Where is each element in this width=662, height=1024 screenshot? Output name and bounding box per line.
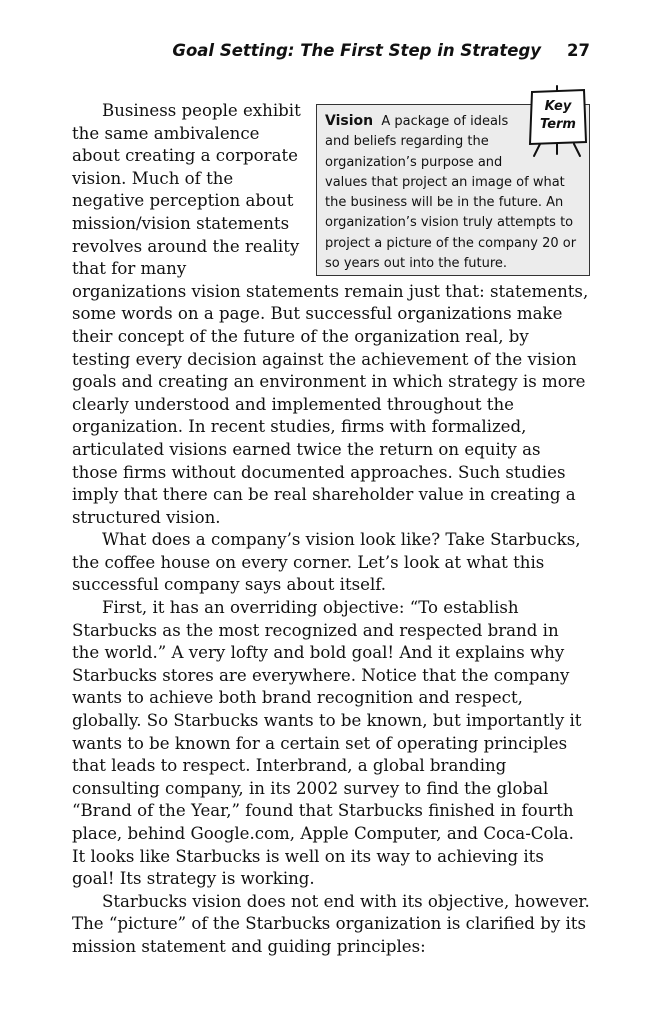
paragraph-4: Starbucks vision does not end with its objective, however. The “picture” of the Starbucks organization is clarified by its mission statement and guiding principles: — [72, 891, 590, 956]
page-body — [72, 100, 590, 959]
key-term-easel-icon — [520, 84, 594, 158]
svg-text:Term: Term — [540, 117, 576, 132]
paragraph-1: Business people exhibit the same ambivalence about creating a corporate vision. Much of the negative perception about mission/vision statements revolves around the reality that for many organizations vision statements remain just that: statements, some words on a page. But successful organizations make their concept of the future of the organization real, by testing every decision against the achievement of the vision goals and creating an environment in which strategy is more clearly understood and implemented throughout the organization. In recent studies, firms with formalized, articulated visions earned twice the return on equity as those firms without documented approaches. Such studies imply that there can be real shareholder value in creating a structured vision. — [72, 101, 589, 527]
key-term-icon-label: Key — [544, 99, 572, 114]
key-term-definition: A package of ideals and beliefs regarding the organization’s purpose and values that project an image of what the business will be in the future. An organization’s vision truly attempts to project a picture of the company 20 or so years out into the future. — [325, 114, 577, 272]
key-term-word: Vision — [325, 113, 374, 129]
key-term-box — [316, 99, 590, 276]
page-number: 27 — [567, 41, 590, 60]
running-header — [172, 41, 590, 60]
paragraph-3: First, it has an overriding objective: “To establish Starbucks as the most recognized and respected brand in the world.” A very lofty and bold goal! And it explains why Starbucks stores are everywhere. Notice that the company wants to achieve both brand recognition and respect, globally. So Starbucks wants to be known, but importantly it wants to be known for a certain set of operating principles that leads to respect. Interbrand, a global branding consulting company, in its 2002 survey to find the global “Brand of the Year,” found that Starbucks finished in fourth place, behind Google.com, Apple Computer, and Coca-Cola. It looks like Starbucks is well on its way to achieving its goal! Its strategy is working. — [72, 598, 582, 889]
paragraph-2: What does a company’s vision look like? Take Starbucks, the coffee house on every corner. Let’s look at what this successful company says about itself. — [72, 530, 581, 595]
header-title: Goal Setting: The First Step in Strategy — [172, 41, 542, 60]
